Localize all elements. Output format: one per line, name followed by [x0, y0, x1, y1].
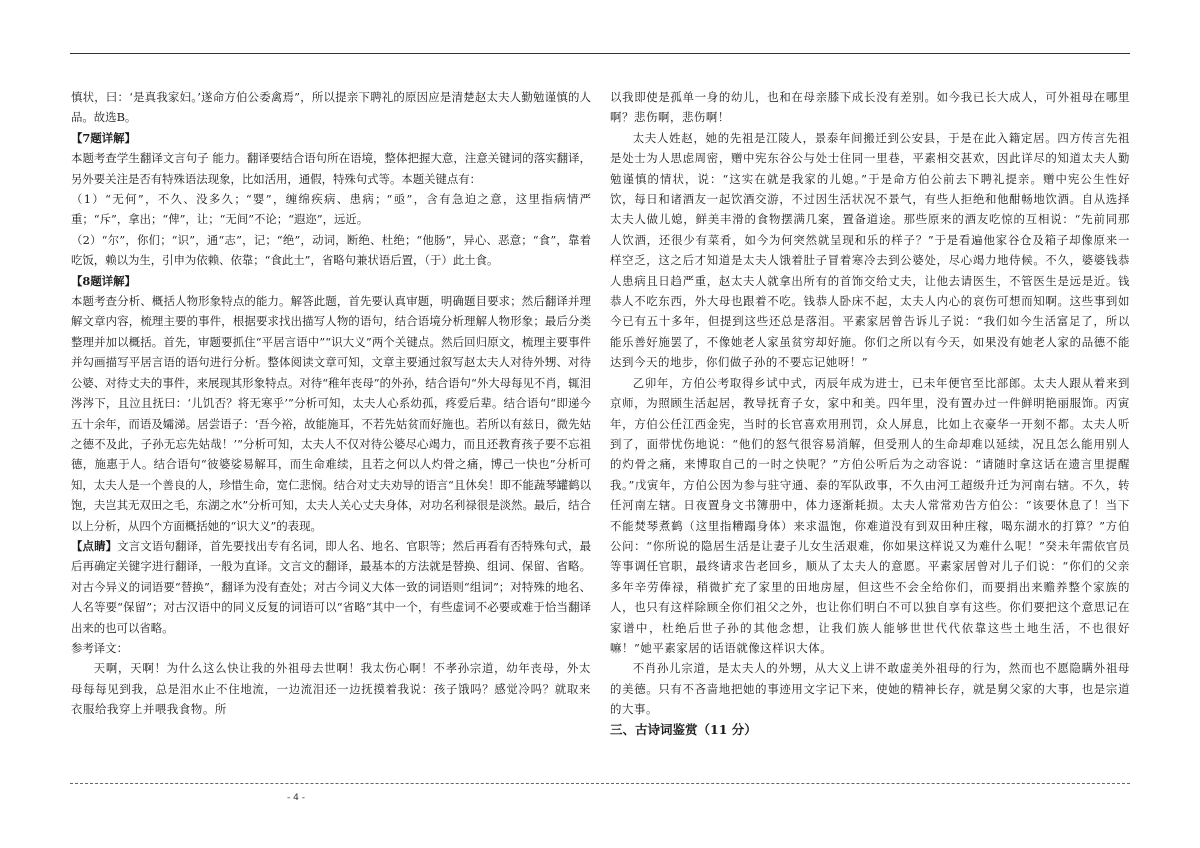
right-column	[610, 87, 1130, 740]
translation-paragraph-2: 太夫人姓赵，她的先祖是江陵人，景泰年间搬迁到公安县，于是在此入籍定居。四方传言先祖是处士为人思虑周密，赠中宪东谷公与处士住同一里巷，平素相交甚欢，因此详尽的知道太夫人勤勉谨慎的情状，说：“这实在就是我家的儿媳。”于是命方伯公前去下聘礼提亲。赠中宪公生性好饮，每日和诸酒友一起饮酒交游，不过因生活状况不景气，有些人拒绝和他酣畅地饮酒。自从选择太夫人做儿媳，鲜美丰滑的食物摆满几案，置备道途。那些原来的酒友吃惊的互相说：“先前同那人饮酒，还很少有菜肴，如今为何突然就呈现和乐的样子？”于是看遍他家谷仓及箱子却像原来一样空乏，这之后才知道是太夫人饿着肚子冒着寒冷去到公婆处，尽心竭力地侍候。不久，婆婆钱恭人患病且日趋严重，赵太夫人就拿出所有的首饰交给丈夫，让他去请医生，不管医生是远是近。钱恭人不吃东西，外大母也跟着不吃。钱恭人卧床不起，太夫人内心的哀伤可想而知啊。这些事到如今已有五十多年，但提到这些还总是落泪。平素家居曾告诉儿子说：“我们如今生活富足了，所以能乐善好施罢了，不像她老人家虽贫穷却好施。你们之所以有今天，如果没有她老人家的品德不能达到今天的地步，你们做子孙的不要忘记她呀！”	[610, 130, 1130, 370]
paragraph-q8-analysis: 本题考查分析、概括人物形象特点的能力。解答此题，首先要认真审题，明确题目要求；然后翻译并理解文章内容，梳理主要的事件，根据要求找出描写人物的语句，结合语境分析理解人物形象；最后分类整理并加以概括。首先，审题要抓住“平居言语中”“识大义”两个关键点。然后回归原文，梳理主要事件并勾画描写平居言语的语句进行分析。整体阅读文章可知，文章主要通过叙写赵太夫人对待外甥、对待公婆、对待丈夫的事件，来展现其形象特点。对待“稚年丧母”的外孙，结合语句“外大母每见不肖，辄泪涔涔下，且泣且抚曰：‘儿饥否？将无寒乎’”分析可知，太夫人心系幼孤，疼爱后辈。结合语句“即递今五十余年，而语及孀涕。居尝语子：‘吾今裕，故能施耳，不若先姑贫而好施也。若所以有兹日，微先姑之德不及此，子孙无忘先姑哉！’”分析可知，太夫人不仅对待公婆尽心竭力，而且还教育孩子要不忘祖德，施惠于人。结合语句“彼婆娑易解耳，而生命难续，且若之何以人灼骨之痛，博己一快也”分析可知，太夫人是一个善良的人，珍惜生命，宽仁悲悯。结合对丈夫劝导的语言“且休矣！即不能蔬琴罐鹤以饱，夫岂其无双田之毛，东湖之水”分析可知，太夫人关心丈夫身体，对功名利禄很是淡然。最后，结合以上分析，从四个方面概括她的“识大义”的表现。	[71, 294, 591, 533]
paragraph-q7-point1: （1）“无何”，不久、没多久；“婴”，缠绵疾病、患病；“亟”，含有急迫之意，这里指病情严重；“斥”，拿出；“俾”，让；“无间”不论；“遐迩”，远近。	[71, 192, 591, 227]
paragraph-q6-ending: 慎状，曰：‘是真我家妇。’遂命方伯公委禽焉”，所以提亲下聘礼的原因应是清楚赵太夫人勤勉谨慎的人品。故选B。	[71, 90, 591, 125]
paragraph-tip	[71, 536, 591, 638]
translation-paragraph-3: 乙卯年，方伯公考取得乡试中式，丙辰年成为进士，已未年便官至比部郎。太夫人跟从着来到京师，为照顾生活起居，教导抚育子女，家中和美。四年里，没有置办过一件鲜明艳丽服饰。丙寅年，方伯公任江西金宪，当时的长官喜欢用刑罚，众人屏息，比如上衣豪华一开刻不都。太夫人听到了，面带忧伤地说：“他们的怒气很容易消解，但受刑人的生命却难以延续，况且怎么能用别人的灼骨之痛，来博取自己的一时之快呢？”方伯公听后为之动容说：“请随时拿这话在遗言里提醒我。”戊寅年，方伯公因为参与驻守通、泰的军队政事，不久由河工超级升迁为河南右辖。不久，转任河南左辖。日夜置身文书簿册中，体力逐渐耗损。太夫人常常劝告方伯公：“该要休息了！当下不能焚琴煮鹤（这里指糟蹋身体）来求温饱，你难道没有到双田种庄稼，喝东湖水的打算？”方伯公问：“你所说的隐居生活是让妻子儿女生活艰难，你如果这样说又为难什么呢！”癸未年需依官员等事调任官职，最终请求告老回乡，顺从了太夫人的意愿。平素家居曾对儿子们说：“你们的父亲多年辛劳俸禄，稍微扩充了家里的田地房屋，但这些不会全给你们，而要捐出来赡养整个家族的人，也只有这样除顾全你们祖父之外，也让你们明白不可以独自享有这些。你们要把这个意思记在家谱中，杜绝后世子孙的其他念想，让我们族人能够世世代代依靠这些土地生活，不也很好嘛！”她平素家居的话语就像这样识大体。	[610, 375, 1130, 655]
translation-paragraph-4: 不肖孙儿宗道，是太夫人的外甥，从大义上讲不敢虚美外祖母的行为，然而也不愿隐瞒外祖母的美德。只有不吝啬地把她的事迹用文字记下来，使她的精神长存，就是舅父家的大事，也是宗道的大事。	[610, 661, 1130, 717]
paragraph-q7-intro: 本题考查学生翻译文言句子 能力。翻译要结合语句所在语境，整体把握大意，注意关键词的落实翻译，另外要关注是否有特殊语法现象，比如活用，通假，特殊句式等。本题关键点有：	[71, 151, 591, 186]
translation-continued: 以我即使是孤单一身的幼儿，也和在母亲膝下成长没有差别。如今我已长大成人，可外祖母在哪里啊？悲伤啊，悲伤啊！	[610, 90, 1130, 125]
tip-text: 文言文语句翻译，首先要找出专有名词，即人名、地名、官职等；然后再看有否特殊句式，最后再确定关键字进行翻译，一般为直译。文言文的翻译，最基本的方法就是替换、组词、保留、省略。对古今异义的词语要“替换”，翻译为没有查处；对古今词义大体一致的词语则“组词”；对特殊的地名、人名等要“保留”；对古汉语中的同义反复的词语可以“省略”其中一个，有些虚词不必要或难于恰当翻译出来的也可以省略。	[71, 538, 591, 635]
bottom-rule	[70, 783, 1130, 784]
reference-translation-label: 参考译文：	[71, 640, 128, 655]
heading-q8: 【8题详解】	[71, 273, 136, 288]
paragraph-q7-point2: （2）“尔”，你们；“识”，通“志”，记；“绝”，动词，断绝、杜绝；“他肠”，异心、恶意；“食”，靠着吃饭，赖以为生，引申为依赖、依靠；“食此土”，省略句兼状语后置，（于）此土食。	[71, 232, 591, 268]
tip-label: 【点睛】	[71, 538, 118, 553]
page-number: - 4 -	[287, 793, 305, 803]
section-3-heading: 三、古诗词鉴赏（11 分）	[610, 721, 757, 737]
left-column	[71, 87, 591, 720]
translation-paragraph-1: 天啊，天啊！为什么这么快让我的外祖母去世啊！我太伤心啊！不孝孙宗道，幼年丧母，外太母每每见到我，总是泪水止不住地流，一边流泪还一边抚摸着我说：孩子饿吗？感觉冷吗？就取来衣服给我穿上并喂我食物。所	[71, 661, 591, 717]
top-rule	[70, 53, 1130, 54]
heading-q7: 【7题详解】	[71, 130, 136, 145]
